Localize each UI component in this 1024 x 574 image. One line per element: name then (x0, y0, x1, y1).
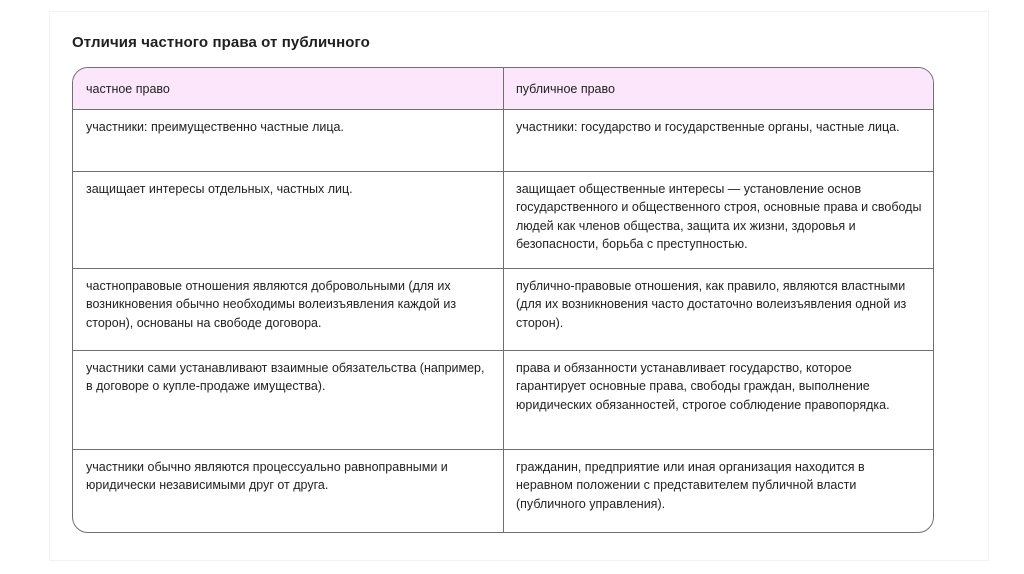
private-law-cell: участники обычно являются процессуально равноправными и юридически независимыми друг от друга. (73, 450, 504, 533)
comparison-table (72, 67, 934, 533)
public-law-cell: права и обязанности устанавливает государство, которое гарантирует основные права, свободы граждан, выполнение юридических обязанностей, строгое соблюдение правопорядка. (516, 361, 890, 412)
public-law-cell: публично-правовые отношения, как правило, являются властными (для их возникновения часто достаточно волеизъявления одной из сторон). (516, 279, 907, 330)
public-law-cell: гражданин, предприятие или иная организация находится в неравном положении с представителем публичной власти (публичного управления). (516, 460, 865, 511)
private-law-cell: участники: преимущественно частные лица. (73, 110, 504, 171)
table-row (73, 172, 933, 269)
table-row (73, 351, 933, 450)
header-public-law: публичное право (516, 82, 615, 96)
table-row (73, 269, 933, 351)
private-law-cell: частноправовые отношения являются добровольными (для их возникновения обычно необходимы волеизъявления каждой из сторон), основаны на свободе договора. (73, 269, 504, 350)
table-header-row (73, 68, 933, 110)
private-law-cell: участники сами устанавливают взаимные обязательства (например, в договоре о купле-продаже имущества). (73, 351, 504, 449)
private-law-cell: защищает интересы отдельных, частных лиц. (73, 172, 504, 268)
public-law-cell: участники: государство и государственные органы, частные лица. (516, 120, 900, 134)
page-title: Отличия частного права от публичного (72, 34, 370, 51)
table-row (73, 110, 933, 172)
public-law-cell: защищает общественные интересы — установление основ государственного и общественного строя, основные права и свободы людей как членов общества, защита их жизни, здоровья и безопасности, борьба с преступностью. (516, 182, 922, 251)
table-row (73, 450, 933, 533)
header-private-law: частное право (73, 68, 504, 109)
